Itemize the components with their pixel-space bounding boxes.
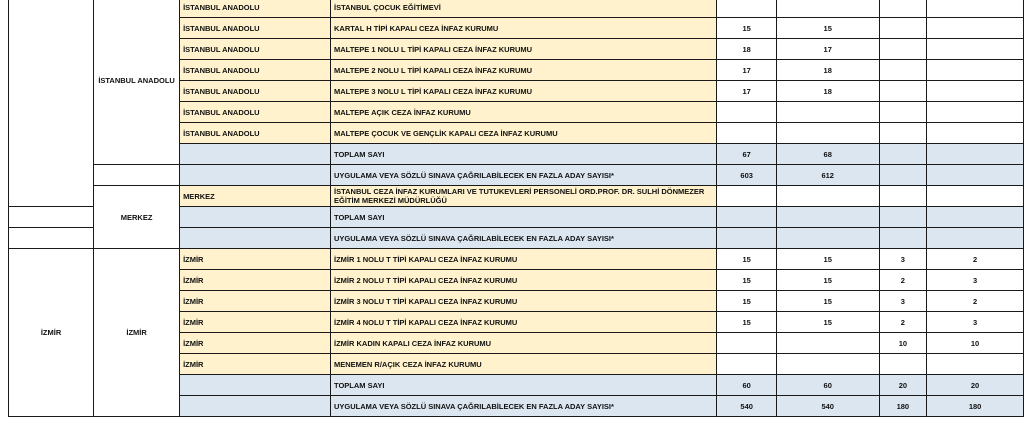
value-cell [717, 354, 776, 375]
province-label: İSTANBUL ANADOLU [180, 60, 331, 81]
value-cell: 15 [776, 270, 879, 291]
total-value [927, 207, 1024, 228]
institution-name: İSTANBUL CEZA İNFAZ KURUMLARI VE TUTUKEVLERİ PERSONELİ ORD.PROF. DR. SULHİ DÖNMEZER EĞİTİM MERKEZİ MÜDÜRLÜĞÜ [331, 186, 717, 207]
institution-name: İZMİR KADIN KAPALI CEZA İNFAZ KURUMU [331, 333, 717, 354]
empty-cell [9, 207, 94, 228]
value-cell [717, 186, 776, 207]
value-cell: 17 [717, 81, 776, 102]
institution-name: İZMİR 1 NOLU T TİPİ KAPALI CEZA İNFAZ KURUMU [331, 249, 717, 270]
empty-cell [9, 228, 94, 249]
max-candidates-label: UYGULAMA VEYA SÖZLÜ SINAVA ÇAĞRILABİLECEK EN FAZLA ADAY SAYISI* [331, 228, 717, 249]
value-cell: 3 [879, 249, 927, 270]
value-cell: 15 [717, 270, 776, 291]
institution-name: MALTEPE 2 NOLU L TİPİ KAPALI CEZA İNFAZ KURUMU [331, 60, 717, 81]
total-value: 60 [717, 375, 776, 396]
institution-name: MALTEPE 3 NOLU L TİPİ KAPALI CEZA İNFAZ KURUMU [331, 81, 717, 102]
value-cell [776, 354, 879, 375]
empty-cell [180, 144, 331, 165]
value-cell: 15 [776, 312, 879, 333]
province-label: İZMİR [180, 333, 331, 354]
value-cell: 15 [717, 291, 776, 312]
value-cell [879, 39, 927, 60]
total-value [927, 144, 1024, 165]
empty-cell [180, 207, 331, 228]
value-cell [927, 186, 1024, 207]
max-value [927, 165, 1024, 186]
value-cell: 2 [879, 312, 927, 333]
institution-name: MALTEPE ÇOCUK VE GENÇLİK KAPALI CEZA İNFAZ KURUMU [331, 123, 717, 144]
value-cell [776, 123, 879, 144]
institution-name: MALTEPE AÇIK CEZA İNFAZ KURUMU [331, 102, 717, 123]
max-value: 540 [776, 396, 879, 417]
value-cell [879, 60, 927, 81]
value-cell: 3 [927, 312, 1024, 333]
value-cell: 3 [927, 270, 1024, 291]
province-label: İSTANBUL ANADOLU [180, 102, 331, 123]
value-cell [879, 354, 927, 375]
value-cell [927, 0, 1024, 18]
institution-name: KARTAL H TİPİ KAPALI CEZA İNFAZ KURUMU [331, 18, 717, 39]
value-cell [776, 102, 879, 123]
empty-cell [180, 396, 331, 417]
province-cell: MERKEZ [94, 186, 180, 249]
value-cell: 17 [776, 39, 879, 60]
value-cell [776, 186, 879, 207]
value-cell [927, 39, 1024, 60]
empty-cell [180, 228, 331, 249]
value-cell [927, 81, 1024, 102]
empty-cell [180, 375, 331, 396]
value-cell [879, 0, 927, 18]
value-cell [927, 60, 1024, 81]
value-cell [717, 123, 776, 144]
province-cell: İSTANBUL ANADOLU [94, 0, 180, 165]
total-value: 67 [717, 144, 776, 165]
province-label: İSTANBUL ANADOLU [180, 81, 331, 102]
value-cell [927, 18, 1024, 39]
value-cell [879, 123, 927, 144]
value-cell: 17 [717, 60, 776, 81]
table-row [9, 0, 1024, 18]
max-value [776, 228, 879, 249]
max-value [717, 228, 776, 249]
max-candidates-label: UYGULAMA VEYA SÖZLÜ SINAVA ÇAĞRILABİLECEK EN FAZLA ADAY SAYISI* [331, 396, 717, 417]
max-value [879, 165, 927, 186]
value-cell: 15 [717, 18, 776, 39]
total-value: 60 [776, 375, 879, 396]
total-value [879, 144, 927, 165]
value-cell [879, 186, 927, 207]
table-row [9, 186, 1024, 207]
province-label: İZMİR [180, 291, 331, 312]
total-value: 20 [879, 375, 927, 396]
max-value: 603 [717, 165, 776, 186]
value-cell: 2 [879, 270, 927, 291]
province-label: MERKEZ [180, 186, 331, 207]
max-candidates-row [9, 165, 1024, 186]
value-cell [879, 81, 927, 102]
value-cell [879, 18, 927, 39]
value-cell: 2 [927, 249, 1024, 270]
max-value: 180 [927, 396, 1024, 417]
value-cell [776, 333, 879, 354]
value-cell [927, 102, 1024, 123]
empty-cell [180, 165, 331, 186]
value-cell: 15 [717, 249, 776, 270]
value-cell: 15 [776, 249, 879, 270]
total-label: TOPLAM SAYI [331, 375, 717, 396]
value-cell: 18 [776, 81, 879, 102]
value-cell: 18 [717, 39, 776, 60]
value-cell [717, 102, 776, 123]
province-label: İSTANBUL ANADOLU [180, 39, 331, 60]
total-label: TOPLAM SAYI [331, 144, 717, 165]
regional-cell: İZMİR [9, 249, 94, 417]
value-cell: 10 [879, 333, 927, 354]
value-cell [717, 333, 776, 354]
province-label: İSTANBUL ANADOLU [180, 123, 331, 144]
institution-name: İZMİR 3 NOLU T TİPİ KAPALI CEZA İNFAZ KURUMU [331, 291, 717, 312]
value-cell: 2 [927, 291, 1024, 312]
total-value [879, 207, 927, 228]
institution-name: İZMİR 4 NOLU T TİPİ KAPALI CEZA İNFAZ KURUMU [331, 312, 717, 333]
value-cell [717, 0, 776, 18]
table-row [9, 249, 1024, 270]
staff-quota-table [8, 0, 1024, 417]
institution-name: MALTEPE 1 NOLU L TİPİ KAPALI CEZA İNFAZ KURUMU [331, 39, 717, 60]
value-cell: 3 [879, 291, 927, 312]
value-cell [927, 354, 1024, 375]
province-label: İZMİR [180, 270, 331, 291]
max-value [879, 228, 927, 249]
total-value [717, 207, 776, 228]
total-value: 68 [776, 144, 879, 165]
max-value [927, 228, 1024, 249]
value-cell: 15 [776, 18, 879, 39]
value-cell [776, 0, 879, 18]
province-label: İZMİR [180, 354, 331, 375]
total-value [776, 207, 879, 228]
max-value: 180 [879, 396, 927, 417]
province-label: İZMİR [180, 249, 331, 270]
province-cell: İZMİR [94, 249, 180, 417]
total-value: 20 [927, 375, 1024, 396]
province-label: İZMİR [180, 312, 331, 333]
value-cell: 10 [927, 333, 1024, 354]
max-candidates-label: UYGULAMA VEYA SÖZLÜ SINAVA ÇAĞRILABİLECEK EN FAZLA ADAY SAYISI* [331, 165, 717, 186]
institution-name: MENEMEN R/AÇIK CEZA İNFAZ KURUMU [331, 354, 717, 375]
province-label: İSTANBUL ANADOLU [180, 0, 331, 18]
max-value: 612 [776, 165, 879, 186]
total-label: TOPLAM SAYI [331, 207, 717, 228]
institution-name: İSTANBUL ÇOCUK EĞİTİMEVİ [331, 0, 717, 18]
value-cell: 15 [776, 291, 879, 312]
province-label: İSTANBUL ANADOLU [180, 18, 331, 39]
institution-name: İZMİR 2 NOLU T TİPİ KAPALI CEZA İNFAZ KURUMU [331, 270, 717, 291]
value-cell: 15 [717, 312, 776, 333]
max-value: 540 [717, 396, 776, 417]
value-cell: 18 [776, 60, 879, 81]
value-cell [927, 123, 1024, 144]
value-cell [879, 102, 927, 123]
regional-cell [9, 0, 94, 207]
empty-cell [94, 165, 180, 186]
